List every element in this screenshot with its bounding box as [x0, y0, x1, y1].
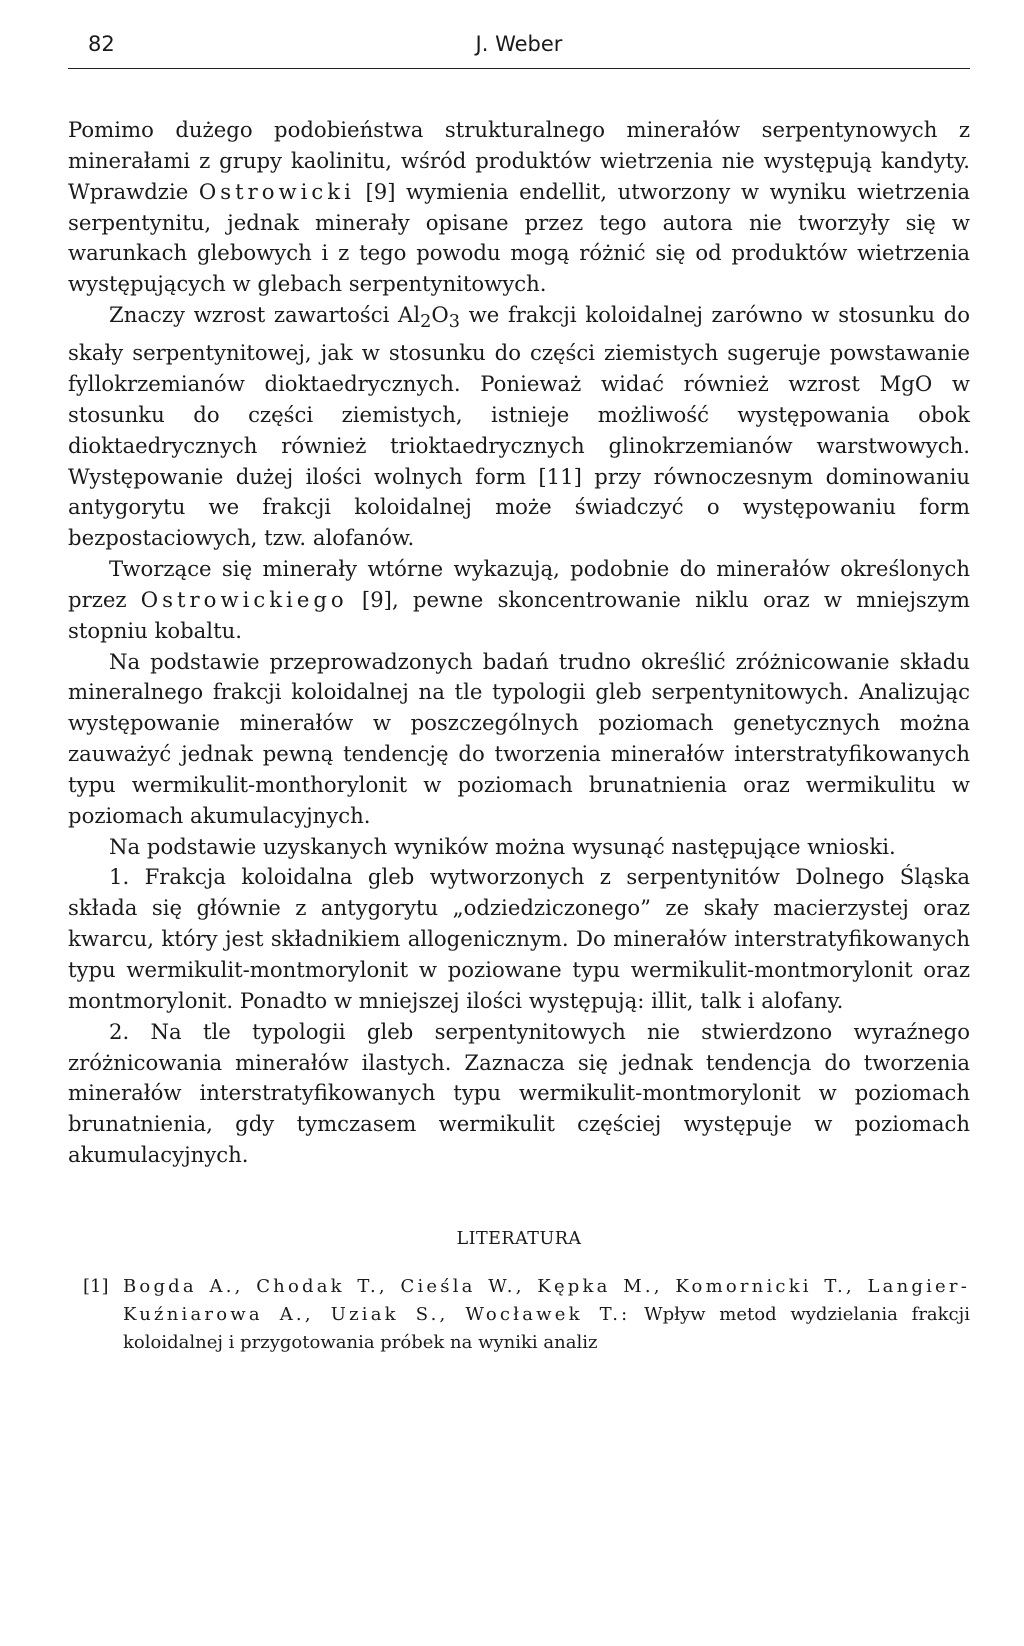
paragraph-1: Pomimo dużego podobieństwa strukturalnego minerałów serpentynowych z minerałami z grupy kaolinitu, wśród produktów wietrzenia nie występują kandyty. Wprawdzie Ostrowicki [9] wymienia endellit, utworzony w wyniku wietrzenia serpentynitu, jednak minerały opisane przez tego autora nie tworzyły się w warunkach glebowych i z tego powodu mogą różnić się od produktów wietrzenia występujących w glebach serpentynitowych. [68, 117, 970, 297]
running-header [68, 24, 970, 69]
body-text [68, 115, 970, 1171]
document-page [68, 24, 970, 1357]
reference-number: [1] [83, 1275, 109, 1297]
paragraph-2: Znaczy wzrost zawartości $Al_2O_3$ we frakcji koloidalnej zarówno w stosunku do skały serpentynitowej, jak w stosunku do części ziemistych sugeruje powstawanie fyllokrzemianów dioktaedrycznych. Ponieważ widać również wzrost MgO w stosunku do części ziemistych, istnieje możliwość występowania obok dioktaedrycznych również trioktaedrycznych glinokrzemianów warstwowych. Występowanie dużej ilości wolnych form [11] przy równoczesnym dominowaniu antygorytu we frakcji koloidalnej może świadczyć o występowaniu form bezpostaciowych, tzw. alofanów. [68, 302, 971, 551]
page-number: 82 [88, 32, 115, 56]
subscript: 2 [420, 312, 432, 333]
running-head-author: J. Weber [475, 32, 563, 56]
reference-title: Wpływ metod wydzielania frakcji koloidalnej i przygotowania próbek na wyniki analiz [123, 1303, 970, 1353]
reference-authors: Bogda A., Chodak T., Cieśla W., Kępka M., Komornicki T., Langier-Kuźniarowa A., Uziak S., Wocławek T.: [123, 1275, 970, 1325]
paragraph-5: Na podstawie uzyskanych wyników można wysunąć następujące wnioski. [109, 833, 896, 859]
paragraph-4: Na podstawie przeprowadzonych badań trudno określić zróżnicowanie składu mineralnego frakcji koloidalnej na tle typologii gleb serpentynitowych. Analizując występowanie minerałów w poszczególnych poziomach genetycznych można zauważyć jednak pewną tendencję do tworzenia minerałów interstratyfikowanych typu wermikulit-monthorylonit w poziomach brunatnienia oraz wermikulitu w poziomach akumulacyjnych. [68, 648, 970, 828]
reference-item [68, 1273, 970, 1357]
paragraph-3: Tworzące się minerały wtórne wykazują, podobnie do minerałów określonych przez Ostrowickiego [9], pewne skoncentrowanie niklu oraz w mniejszym stopniu kobaltu. [68, 556, 970, 643]
author-name-spaced: Ostrowicki [198, 178, 355, 204]
author-name-spaced: Ostrowickiego [140, 586, 348, 612]
literature-heading: LITERATURA [456, 1228, 582, 1249]
subscript: 3 [448, 312, 460, 333]
conclusion-1: 1. Frakcja koloidalna gleb wytworzonych z serpentynitów Dolnego Śląska składa się głównie z antygorytu „odziedziczonego” ze skały macierzystej oraz kwarcu, który jest składnikiem allogenicznym. Do minerałów interstratyfikowanych typu wermikulit-montmorylonit w poziowane typu wermikulit-montmorylonit oraz montmorylonit. Ponadto w mniejszej ilości występują: illit, talk i alofany. [68, 864, 970, 1013]
conclusion-2: 2. Na tle typologii gleb serpentynitowych nie stwierdzono wyraźnego zróżnicowania minerałów ilastych. Zaznacza się jednak tendencja do tworzenia minerałów interstratyfikowanych typu wermikulit-montmorylonit w poziomach brunatnienia, gdy tymczasem wermikulit częściej występuje w poziomach akumulacyjnych. [68, 1018, 970, 1168]
